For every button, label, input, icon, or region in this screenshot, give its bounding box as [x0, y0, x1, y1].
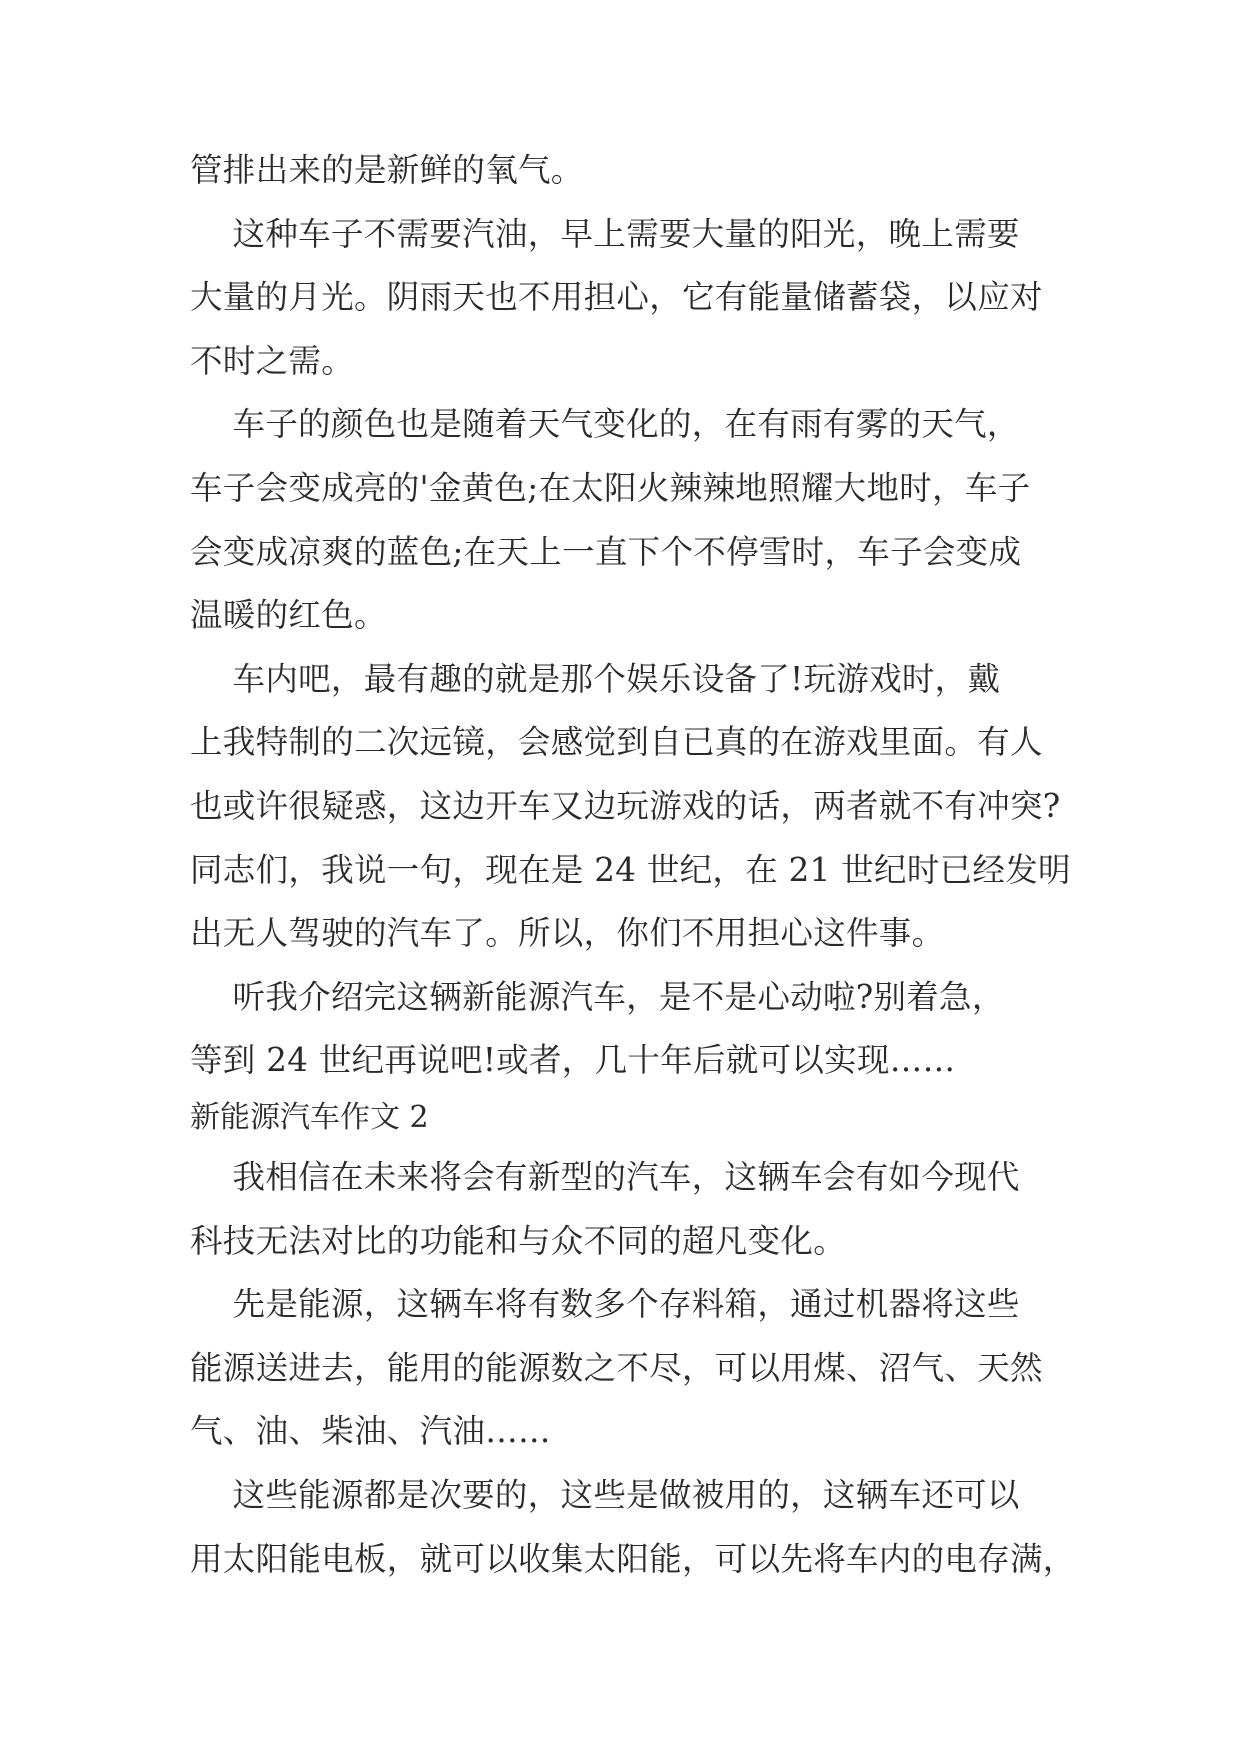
text-line: 听我介绍完这辆新能源汽车，是不是心动啦?别着急， — [190, 977, 1005, 1016]
text-line: 同志们，我说一句，现在是 24 世纪，在 21 世纪时已经发明 — [190, 850, 1071, 889]
text-line: 大量的月光。阴雨天也不用担心，它有能量储蓄袋，以应对 — [190, 278, 1043, 317]
text-line: 温暖的红色。 — [190, 596, 387, 635]
text-line: 不时之需。 — [190, 341, 355, 380]
essay-body-part-2 — [190, 1146, 1076, 1591]
text-line: 出无人驾驶的汽车了。所以，你们不用担心这件事。 — [190, 914, 945, 953]
text-line: 用太阳能电板，就可以收集太阳能，可以先将车内的电存满， — [190, 1539, 1076, 1578]
text-line: 车内吧，最有趣的就是那个娱乐设备了!玩游戏时，戴 — [190, 659, 1001, 698]
text-line: 这种车子不需要汽油，早上需要大量的阳光，晚上需要 — [190, 214, 1020, 253]
section-heading: 新能源汽车作文 2 — [190, 1100, 429, 1135]
text-line: 等到 24 世纪再说吧!或者，几十年后就可以实现…… — [190, 1041, 956, 1080]
text-line: 也或许很疑惑，这边开车又边玩游戏的话，两者就不有冲突? — [190, 786, 1061, 825]
text-line: 我相信在未来将会有新型的汽车，这辆车会有如今现代 — [190, 1158, 1020, 1196]
essay-body-part-1 — [190, 139, 1070, 1093]
text-line: 上我特制的二次远镜，会感觉到自已真的在游戏里面。有人 — [190, 723, 1043, 762]
text-line: 管排出来的是新鲜的氧气。 — [190, 151, 584, 189]
text-line: 能源送进去，能用的能源数之不尽，可以用煤、沼气、天然 — [190, 1348, 1043, 1387]
text-line: 先是能源，这辆车将有数多个存料箱，通过机器将这些 — [190, 1285, 1020, 1324]
text-line: 气、油、柴油、汽油…… — [190, 1412, 551, 1451]
text-line: 车子的颜色也是随着天气变化的，在有雨有雾的天气， — [190, 405, 1020, 444]
text-line: 这些能源都是次要的，这些是做被用的，这辆车还可以 — [190, 1475, 1020, 1514]
text-line: 会变成凉爽的蓝色;在天上一直下个不停雪时，车子会变成 — [190, 532, 1022, 571]
text-line: 科技无法对比的功能和与众不同的超凡变化。 — [190, 1221, 847, 1260]
text-line: 车子会变成亮的'金黄色;在太阳火辣辣地照耀大地时，车子 — [190, 468, 1031, 507]
